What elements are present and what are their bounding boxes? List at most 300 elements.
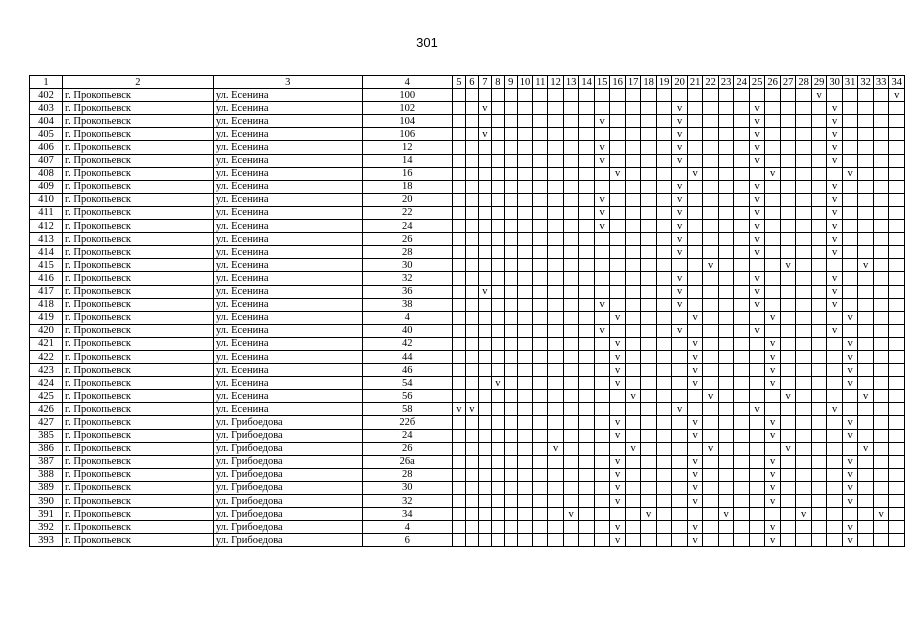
empty-cell: [656, 390, 672, 403]
empty-cell: [517, 350, 533, 363]
empty-cell: [579, 416, 595, 429]
empty-cell: [491, 416, 504, 429]
empty-cell: [533, 416, 548, 429]
empty-cell: [563, 468, 579, 481]
empty-cell: [478, 154, 491, 167]
empty-cell: [780, 128, 796, 141]
empty-cell: [504, 442, 517, 455]
empty-cell: [478, 324, 491, 337]
empty-cell: [858, 102, 874, 115]
empty-cell: [465, 429, 478, 442]
empty-cell: [780, 298, 796, 311]
empty-cell: [478, 508, 491, 521]
empty-cell: [465, 324, 478, 337]
header-cell: 29: [811, 76, 827, 89]
empty-cell: [594, 246, 610, 259]
check-mark-cell: v: [687, 377, 703, 390]
empty-cell: [811, 534, 827, 547]
empty-cell: [827, 495, 843, 508]
empty-cell: [873, 206, 889, 219]
empty-cell: [548, 324, 564, 337]
house-cell: 4: [362, 521, 452, 534]
empty-cell: [718, 495, 734, 508]
empty-cell: [749, 89, 765, 102]
empty-cell: [610, 442, 626, 455]
empty-cell: [827, 350, 843, 363]
empty-cell: [594, 508, 610, 521]
city-cell: г. Прокопьевск: [62, 377, 213, 390]
empty-cell: [548, 468, 564, 481]
empty-cell: [765, 193, 781, 206]
empty-cell: [491, 89, 504, 102]
empty-cell: [718, 141, 734, 154]
check-mark-cell: v: [811, 89, 827, 102]
empty-cell: [703, 285, 719, 298]
row-number: 415: [30, 259, 63, 272]
house-cell: 36: [362, 285, 452, 298]
empty-cell: [563, 233, 579, 246]
street-cell: ул. Грибоедова: [213, 429, 362, 442]
empty-cell: [533, 390, 548, 403]
empty-cell: [780, 102, 796, 115]
street-cell: ул. Есенина: [213, 311, 362, 324]
header-cell: 4: [362, 76, 452, 89]
empty-cell: [465, 298, 478, 311]
check-mark-cell: v: [687, 429, 703, 442]
empty-cell: [625, 167, 641, 180]
empty-cell: [780, 89, 796, 102]
empty-cell: [889, 141, 905, 154]
house-cell: 54: [362, 377, 452, 390]
empty-cell: [889, 311, 905, 324]
row-number: 388: [30, 468, 63, 481]
check-mark-cell: v: [827, 102, 843, 115]
empty-cell: [656, 429, 672, 442]
empty-cell: [734, 285, 750, 298]
empty-cell: [641, 521, 657, 534]
empty-cell: [734, 521, 750, 534]
empty-cell: [796, 364, 812, 377]
empty-cell: [641, 337, 657, 350]
empty-cell: [625, 429, 641, 442]
empty-cell: [478, 233, 491, 246]
empty-cell: [827, 521, 843, 534]
empty-cell: [491, 272, 504, 285]
empty-cell: [796, 89, 812, 102]
empty-cell: [533, 180, 548, 193]
check-mark-cell: v: [765, 534, 781, 547]
check-mark-cell: v: [672, 154, 688, 167]
empty-cell: [765, 285, 781, 298]
empty-cell: [780, 364, 796, 377]
empty-cell: [672, 534, 688, 547]
empty-cell: [687, 298, 703, 311]
empty-cell: [533, 534, 548, 547]
city-cell: г. Прокопьевск: [62, 455, 213, 468]
city-cell: г. Прокопьевск: [62, 534, 213, 547]
row-number: 416: [30, 272, 63, 285]
empty-cell: [703, 180, 719, 193]
empty-cell: [563, 416, 579, 429]
header-cell: 16: [610, 76, 626, 89]
row-number: 427: [30, 416, 63, 429]
empty-cell: [563, 154, 579, 167]
empty-cell: [504, 468, 517, 481]
empty-cell: [517, 337, 533, 350]
empty-cell: [594, 311, 610, 324]
empty-cell: [765, 206, 781, 219]
header-cell: 20: [672, 76, 688, 89]
header-cell: 6: [465, 76, 478, 89]
empty-cell: [610, 390, 626, 403]
empty-cell: [842, 246, 858, 259]
empty-cell: [625, 481, 641, 494]
city-cell: г. Прокопьевск: [62, 115, 213, 128]
empty-cell: [687, 102, 703, 115]
empty-cell: [796, 154, 812, 167]
check-mark-cell: v: [672, 285, 688, 298]
empty-cell: [579, 390, 595, 403]
empty-cell: [873, 534, 889, 547]
house-cell: 6: [362, 534, 452, 547]
empty-cell: [491, 495, 504, 508]
empty-cell: [672, 364, 688, 377]
empty-cell: [703, 337, 719, 350]
empty-cell: [548, 193, 564, 206]
empty-cell: [827, 311, 843, 324]
city-cell: г. Прокопьевск: [62, 298, 213, 311]
empty-cell: [579, 534, 595, 547]
empty-cell: [478, 364, 491, 377]
empty-cell: [452, 128, 465, 141]
empty-cell: [465, 416, 478, 429]
empty-cell: [687, 508, 703, 521]
empty-cell: [873, 167, 889, 180]
empty-cell: [478, 246, 491, 259]
empty-cell: [842, 403, 858, 416]
empty-cell: [610, 403, 626, 416]
empty-cell: [765, 115, 781, 128]
check-mark-cell: v: [718, 508, 734, 521]
empty-cell: [827, 89, 843, 102]
table-row: [30, 298, 905, 311]
empty-cell: [641, 206, 657, 219]
empty-cell: [749, 429, 765, 442]
empty-cell: [842, 115, 858, 128]
empty-cell: [718, 206, 734, 219]
empty-cell: [734, 206, 750, 219]
city-cell: г. Прокопьевск: [62, 272, 213, 285]
empty-cell: [533, 324, 548, 337]
empty-cell: [504, 102, 517, 115]
empty-cell: [780, 220, 796, 233]
empty-cell: [858, 311, 874, 324]
empty-cell: [491, 298, 504, 311]
empty-cell: [889, 298, 905, 311]
empty-cell: [687, 220, 703, 233]
empty-cell: [796, 534, 812, 547]
empty-cell: [504, 534, 517, 547]
empty-cell: [517, 416, 533, 429]
empty-cell: [811, 350, 827, 363]
empty-cell: [656, 154, 672, 167]
empty-cell: [734, 468, 750, 481]
empty-cell: [656, 364, 672, 377]
city-cell: г. Прокопьевск: [62, 521, 213, 534]
check-mark-cell: v: [765, 416, 781, 429]
check-mark-cell: v: [672, 128, 688, 141]
header-cell: 21: [687, 76, 703, 89]
empty-cell: [579, 311, 595, 324]
empty-cell: [718, 364, 734, 377]
empty-cell: [579, 495, 595, 508]
empty-cell: [594, 364, 610, 377]
empty-cell: [703, 429, 719, 442]
empty-cell: [517, 180, 533, 193]
table-row: [30, 455, 905, 468]
empty-cell: [734, 180, 750, 193]
empty-cell: [734, 259, 750, 272]
empty-cell: [749, 350, 765, 363]
empty-cell: [579, 233, 595, 246]
empty-cell: [811, 442, 827, 455]
empty-cell: [533, 206, 548, 219]
empty-cell: [858, 403, 874, 416]
empty-cell: [656, 220, 672, 233]
empty-cell: [703, 128, 719, 141]
empty-cell: [827, 455, 843, 468]
empty-cell: [842, 259, 858, 272]
empty-cell: [889, 442, 905, 455]
empty-cell: [641, 259, 657, 272]
empty-cell: [641, 285, 657, 298]
check-mark-cell: v: [827, 220, 843, 233]
check-mark-cell: v: [672, 403, 688, 416]
empty-cell: [625, 350, 641, 363]
empty-cell: [517, 468, 533, 481]
empty-cell: [780, 154, 796, 167]
house-cell: 104: [362, 115, 452, 128]
check-mark-cell: v: [478, 128, 491, 141]
empty-cell: [734, 429, 750, 442]
check-mark-cell: v: [672, 180, 688, 193]
empty-cell: [504, 481, 517, 494]
city-cell: г. Прокопьевск: [62, 167, 213, 180]
table-row: [30, 285, 905, 298]
header-cell: 7: [478, 76, 491, 89]
empty-cell: [718, 481, 734, 494]
empty-cell: [610, 154, 626, 167]
header-cell: 13: [563, 76, 579, 89]
table-row: [30, 350, 905, 363]
empty-cell: [504, 167, 517, 180]
empty-cell: [452, 337, 465, 350]
empty-cell: [452, 115, 465, 128]
empty-cell: [765, 102, 781, 115]
empty-cell: [465, 272, 478, 285]
check-mark-cell: v: [625, 390, 641, 403]
empty-cell: [656, 481, 672, 494]
empty-cell: [533, 442, 548, 455]
empty-cell: [858, 324, 874, 337]
empty-cell: [465, 364, 478, 377]
empty-cell: [563, 350, 579, 363]
empty-cell: [718, 180, 734, 193]
empty-cell: [858, 337, 874, 350]
empty-cell: [827, 468, 843, 481]
check-mark-cell: v: [672, 246, 688, 259]
empty-cell: [889, 337, 905, 350]
empty-cell: [452, 390, 465, 403]
empty-cell: [656, 285, 672, 298]
house-cell: 32: [362, 272, 452, 285]
empty-cell: [703, 102, 719, 115]
empty-cell: [703, 298, 719, 311]
street-cell: ул. Грибоедова: [213, 508, 362, 521]
empty-cell: [533, 403, 548, 416]
header-cell: 8: [491, 76, 504, 89]
empty-cell: [858, 468, 874, 481]
empty-cell: [452, 442, 465, 455]
empty-cell: [533, 377, 548, 390]
city-cell: г. Прокопьевск: [62, 324, 213, 337]
empty-cell: [873, 89, 889, 102]
empty-cell: [718, 193, 734, 206]
empty-cell: [796, 481, 812, 494]
street-cell: ул. Есенина: [213, 246, 362, 259]
header-cell: 33: [873, 76, 889, 89]
empty-cell: [718, 259, 734, 272]
empty-cell: [858, 154, 874, 167]
table-row: [30, 220, 905, 233]
empty-cell: [734, 89, 750, 102]
empty-cell: [765, 233, 781, 246]
empty-cell: [687, 246, 703, 259]
row-number: 405: [30, 128, 63, 141]
header-cell: 24: [734, 76, 750, 89]
check-mark-cell: v: [780, 442, 796, 455]
empty-cell: [579, 89, 595, 102]
row-number: 408: [30, 167, 63, 180]
empty-cell: [749, 442, 765, 455]
empty-cell: [517, 455, 533, 468]
street-cell: ул. Грибоедова: [213, 468, 362, 481]
empty-cell: [504, 495, 517, 508]
empty-cell: [579, 364, 595, 377]
empty-cell: [579, 180, 595, 193]
street-cell: ул. Есенина: [213, 390, 362, 403]
empty-cell: [842, 324, 858, 337]
house-cell: 26а: [362, 455, 452, 468]
empty-cell: [610, 272, 626, 285]
empty-cell: [672, 377, 688, 390]
header-cell: 25: [749, 76, 765, 89]
empty-cell: [687, 128, 703, 141]
empty-cell: [734, 403, 750, 416]
empty-cell: [517, 311, 533, 324]
empty-cell: [811, 102, 827, 115]
empty-cell: [517, 298, 533, 311]
house-cell: 30: [362, 481, 452, 494]
empty-cell: [517, 115, 533, 128]
empty-cell: [811, 364, 827, 377]
empty-cell: [796, 233, 812, 246]
empty-cell: [563, 534, 579, 547]
empty-cell: [579, 324, 595, 337]
empty-cell: [504, 259, 517, 272]
check-mark-cell: v: [765, 350, 781, 363]
empty-cell: [504, 324, 517, 337]
empty-cell: [465, 233, 478, 246]
empty-cell: [594, 521, 610, 534]
empty-cell: [842, 285, 858, 298]
empty-cell: [452, 508, 465, 521]
empty-cell: [465, 154, 478, 167]
empty-cell: [780, 141, 796, 154]
row-number: 392: [30, 521, 63, 534]
empty-cell: [465, 128, 478, 141]
empty-cell: [641, 102, 657, 115]
check-mark-cell: v: [858, 390, 874, 403]
empty-cell: [641, 115, 657, 128]
check-mark-cell: v: [827, 154, 843, 167]
empty-cell: [811, 455, 827, 468]
empty-cell: [579, 115, 595, 128]
empty-cell: [858, 180, 874, 193]
check-mark-cell: v: [610, 416, 626, 429]
row-number: 411: [30, 206, 63, 219]
row-number: 387: [30, 455, 63, 468]
empty-cell: [889, 180, 905, 193]
check-mark-cell: v: [842, 167, 858, 180]
empty-cell: [491, 220, 504, 233]
empty-cell: [579, 377, 595, 390]
empty-cell: [811, 180, 827, 193]
check-mark-cell: v: [858, 442, 874, 455]
empty-cell: [452, 377, 465, 390]
street-cell: ул. Есенина: [213, 220, 362, 233]
empty-cell: [491, 141, 504, 154]
empty-cell: [625, 128, 641, 141]
empty-cell: [672, 508, 688, 521]
empty-cell: [452, 311, 465, 324]
city-cell: г. Прокопьевск: [62, 206, 213, 219]
empty-cell: [889, 272, 905, 285]
check-mark-cell: v: [610, 350, 626, 363]
empty-cell: [780, 311, 796, 324]
empty-cell: [873, 154, 889, 167]
empty-cell: [858, 481, 874, 494]
empty-cell: [780, 521, 796, 534]
empty-cell: [765, 259, 781, 272]
check-mark-cell: v: [765, 481, 781, 494]
house-cell: 22б: [362, 416, 452, 429]
empty-cell: [579, 468, 595, 481]
empty-cell: [873, 259, 889, 272]
empty-cell: [842, 442, 858, 455]
empty-cell: [796, 429, 812, 442]
empty-cell: [533, 285, 548, 298]
empty-cell: [625, 259, 641, 272]
check-mark-cell: v: [594, 324, 610, 337]
empty-cell: [687, 390, 703, 403]
empty-cell: [858, 508, 874, 521]
city-cell: г. Прокопьевск: [62, 350, 213, 363]
empty-cell: [533, 167, 548, 180]
empty-cell: [548, 508, 564, 521]
empty-cell: [641, 167, 657, 180]
empty-cell: [594, 429, 610, 442]
